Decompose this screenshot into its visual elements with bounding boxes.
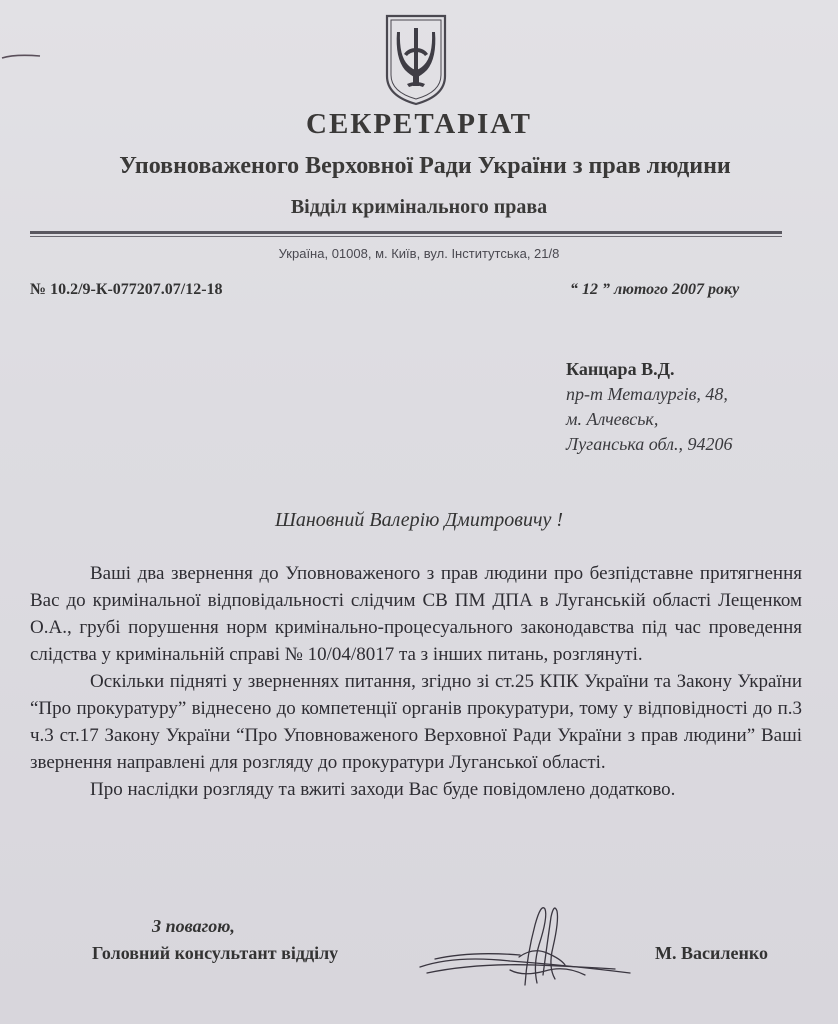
recipient-city: м. Алчевськ,	[566, 409, 659, 429]
salutation: Шановний Валерію Дмитровичу !	[274, 509, 564, 531]
handwritten-signature	[415, 895, 645, 995]
letterhead-subtitle: Уповноваженого Верховної Ради України з прав людини	[119, 153, 731, 179]
recipient-block	[566, 357, 733, 457]
margin-pen-mark	[0, 50, 45, 62]
reference-number: № 10.2/9-К-077207.07/12-18	[30, 281, 223, 298]
signer-name: М. Василенко	[655, 943, 768, 963]
recipient-street: пр-т Металургів, 48,	[566, 384, 728, 404]
body-paragraph: Про наслідки розгляду та вжиті заходи Вас буде повідомлено додатково.	[90, 779, 676, 800]
closing-phrase: З повагою,	[152, 916, 235, 936]
recipient-region: Луганська обл., 94206	[566, 434, 733, 454]
letter-date: “ 12 ” лютого 2007 року	[570, 281, 740, 298]
letterhead-department: Відділ кримінального права	[290, 196, 548, 218]
header-divider-thin	[30, 236, 782, 237]
body-paragraph: Оскільки підняті у зверненнях питання, згідно зі ст.25 КПК України та Закону України “Про прокуратуру” віднесено до компетенції органів прокуратури, тому у відповідності до п.3 ч.3 ст.17 Закону України “Про Уповноваженого Верховної Ради України з прав людини” Ваші звернення направлені для розгляду до прокуратури Луганської області.	[30, 671, 802, 773]
signer-position: Головний консультант відділу	[92, 943, 339, 963]
trident-coat-of-arms-icon	[383, 14, 449, 106]
recipient-name: Канцара В.Д.	[566, 359, 675, 379]
letterhead-address: Україна, 01008, м. Київ, вул. Інститутська, 21/8	[278, 246, 560, 261]
body-paragraph: Ваші два звернення до Уповноваженого з прав людини про безпідставне притягнення Вас до кримінальної відповідальності слідчим СВ ПМ ДПА в Луганській області Лещенком О.А., грубі порушення норм кримінально-процесуального законодавства під час проведення слідства у кримінальній справі № 10/04/8017 та з інших питань, розглянуті.	[30, 563, 802, 665]
header-divider	[30, 231, 782, 234]
letter-body	[30, 560, 802, 803]
letterhead-title: СЕКРЕТАРІАТ	[306, 108, 532, 140]
